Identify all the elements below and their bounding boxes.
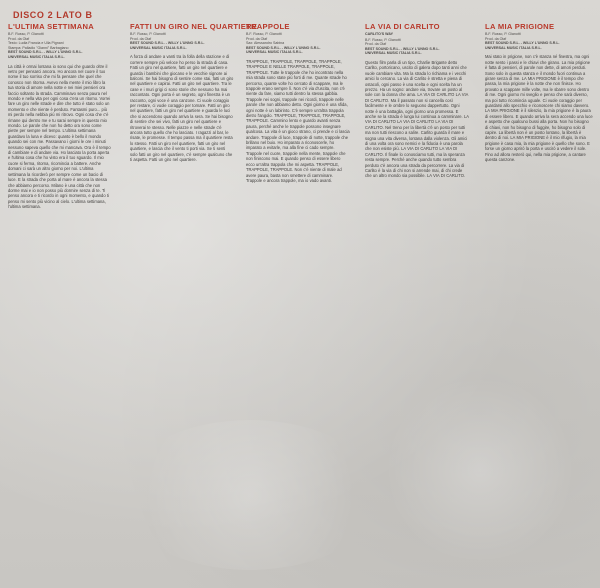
credit-line: BEST SOUND S.R.L. - WILLY L'UNNO S.R.L. xyxy=(130,41,205,46)
song-column xyxy=(8,22,112,382)
credit-line: UNIVERSAL MUSIC ITALIA S.R.L. xyxy=(130,45,187,50)
credit-line: B.F. Russo, P. Gianotti xyxy=(8,32,44,36)
lyrics-text: La città è ormai lontana io sono qui che guardo oltre il vetro per pensarci ancora. Ho ancora nel cuore il tuo nome il tuo sorriso che mi fa pensare che quel che conosco non ritorna. Avevo nella mente il mio libro la tua storia di amore nella notte e nei miei pensieri ora faccio soltanto la strada. Camminavo senza paura nel mondo e nella vita per ogni cosa c'era un ritorno. Vorrei fare un giro nelle strade e dire che tutto è stato solo un momento e che niente è perduto. Fantasmi puro... più mi perdo nella nebbia più mi ritrovo. Ogni cosa che c'è rimane qui dentro me e tu sarai sempre in questo mio mondo. Le parole che non ho detto ora sono come pietre per sempre nel tempo. L'ultima settimana guardavo la luna e dicevo: quanto è bello il mondo quando sei con me. Passavano i giorni le ore i minuti nessuno sapeva quello che mi mancava. Ora è il tempo di cambiare e di andare via. Ho lasciato la porta aperta e l'ultima cosa che ho visto era il tuo sguardo. Il mio cuore si ferma, ritorna, ricomincia a battere. Anche domani ci sarà un altro giorno per noi. L'ultima settimana la ricorderò per sempre come un bacio di luce. E la strada che porta al mare è ancora la stessa che abbiamo percorso. Milano è una città che non dorme mai e io non posso più dormire senza di te. Ti penso ancora e ti ricordo in ogni momento, e quando ti penso mi sento più vicino al cielo. L'ultima settimana, l'ultima settimana. xyxy=(8,63,111,210)
song-lyrics xyxy=(8,64,112,210)
credit-line: BEST SOUND S.R.L. - WILLY L'UNNO S.R.L. xyxy=(365,46,440,51)
song-lyrics xyxy=(365,60,469,179)
credit-line: B.F. Russo, P. Gianotti xyxy=(130,32,166,36)
song-title: L'ULTIMA SETTIMANA xyxy=(8,22,95,31)
song-subtitle: CARLITO'S WAY xyxy=(365,32,394,36)
disc-side-label: DISCO 2 LATO B xyxy=(13,10,93,20)
song-title: FATTI UN GIRO NEL QUARTIERE xyxy=(130,22,258,31)
song-column xyxy=(485,22,593,382)
credit-line: Prod. da Olaf xyxy=(8,36,30,41)
song-title: LA MIA PRIGIONE xyxy=(485,22,555,31)
credit-line: Prod. da Olaf xyxy=(365,42,387,47)
credit-line: Prod. da Olaf xyxy=(130,36,152,41)
credit-line: BEST SOUND S.R.L. - WILLY L'UNNO S.R.L. xyxy=(485,41,560,46)
song-credits xyxy=(8,32,112,60)
credit-line: UNIVERSAL MUSIC ITALIA S.R.L. xyxy=(365,51,422,56)
lyrics-text: A forza di andare a vanti tra la folla della stazione e di correre sempre più veloce ho perso la strada di casa. Fatti un giro nel quartiere, fatti un giro nel quartiere e guarda i bambini che giocano e le vecchie signore ai balconi. Se hai bisogno di sentire come stai, fatti un giro nel quartiere e capirai. Fatti un giro nel quartiere. Tra le case e i muri grigi ci sono storie che nessuno ha mai raccontato. Ogni porta è un segreto, ogni finestra è un racconto, ogni voce è una canzone. Ci vuole coraggio per restare, ci vuole coraggio per tornare. Fatti un giro nel quartiere, fatti un giro nel quartiere e guarda le luci che si accendono quando arriva la sera. Se hai bisogno di sentire che sei vivo, fatti un giro nel quartiere e ritroverai te stesso. Nelle piazze e nelle strade c'è ancora tutto quello che ho lasciato. I ragazzi al bar, le risate, le promesse. Il tempo passa ma il quartiere resta lo stesso. Fatti un giro nel quartiere, fatti un giro nel quartiere, e lascia che il vento ti porti via. Se ti senti solo fatti un giro nel quartiere, c'è sempre qualcuno che ti aspetta. Fatti un giro nel quartiere. xyxy=(130,54,234,163)
song-lyrics xyxy=(246,59,350,183)
song-column xyxy=(365,22,469,382)
credit-line: BEST SOUND S.R.L. - WILLY L'UNNO S.R.L. xyxy=(8,50,83,55)
credit-line: Sax: Alessandro Sabina xyxy=(246,41,285,46)
song-column xyxy=(130,22,258,382)
song-title: LA VIA DI CARLITO xyxy=(365,22,440,31)
song-credits xyxy=(130,32,234,50)
song-column xyxy=(246,22,350,382)
credit-line: B.F. Russo, P. Gianotti xyxy=(485,32,521,36)
song-credits xyxy=(246,32,350,55)
credit-line: BEST SOUND S.R.L. - WILLY L'UNNO S.R.L. xyxy=(246,45,321,50)
lyrics-text: TRAPPOLE, TRAPPOLE, TRAPPOLE, TRAPPOLE, TRAPPOLE E NELLE TRAPPOLE, TRAPPOLE, TRAPPOLE. Tutte le trappole che ho incontrato nella mia strada sono state più forti di me. Quante strade ho percorso, quante volte ho cercato di scappare, ma le trappole erano sempre lì. Non c'è via d'uscita, non c'è niente da fare, siamo tutti dentro la stessa gabbia. Trappole nei sogni, trappole nei ricordi, trappole nelle parole che non abbiamo detto. Ogni giorno è una sfida, ogni notte è un labirinto. C'è sempre un'altra trappola dietro l'angolo. TRAPPOLE, TRAPPOLE, TRAPPOLE, TRAPPOLE. Cammino lento e guardo avanti senza paura, perché anche le trappole possono insegnare qualcosa. La vita è un gioco strano, ci prende e ci lascia andare. Trappole di luce, trappole di notte, trappole che brillano nel buio. Ho imparato a riconoscerle, ho imparato a evitarle, ma alla fine ci cado sempre. Trappole nel cuore, trappole nella mente, trappole che non finiscono mai. E quando penso di essere libero ecco un'altra trappola che mi aspetta. TRAPPOLE, TRAPPOLE, TRAPPOLE. Non c'è niente di male ad avere paura, basta non smettere di camminare. Trappole e ancora trappole, ma io vado avanti. xyxy=(246,58,350,183)
credit-line: UNIVERSAL MUSIC ITALIA S.R.L. xyxy=(8,54,65,59)
credit-line: B.F. Russo, P. Gianotti xyxy=(365,37,401,42)
credit-line: UNIVERSAL MUSIC ITALIA S.R.L. xyxy=(485,45,542,50)
song-lyrics xyxy=(130,54,234,162)
credit-line: Stampa: Palladio "Gianni" Barbagiano xyxy=(8,45,69,50)
song-credits xyxy=(365,38,469,56)
song-title: TRAPPOLE xyxy=(246,22,290,31)
lyrics-text: Mai stato in prigione, non c'è stanza né finestra, ma ogni notte sento i passi e le chiavi che girano. La mia prigione è fatta di pensieri, di parole non dette, di amori perduti. Sono solo in questa stanza e il mondo fuori continua a girare senza di me. LA MIA PRIGIONE è il tempo che passa, la mia prigione è la notte che non finisce. Ho provato a scappare mille volte, ma le sbarre sono dentro di me. Ogni giorno mi sveglio e penso che sarà diverso, ma poi tutto ricomincia uguale. Ci vuole coraggio per guardarsi allo specchio e riconoscere chi siamo davvero. LA MIA PRIGIONE è il silenzio, la mia prigione è la paura di essere libero. E quando arriva la sera accendo una luce e aspetto che qualcuno bussi alla porta. Non ho bisogno di chiavi, non ho bisogno di fuggire, ho bisogno solo di capire. La libertà non è un posto lontano, la libertà è dentro di noi. LA MIA PRIGIONE è il mio rifugio, la mia prigione è casa mia, la mia prigione è quello che sono. E forse un giorno aprirò la porta e uscirò a vedere il sole. Fino ad allora resterò qui, nella mia prigione, a cantare questa canzone. xyxy=(485,54,593,163)
credit-line: B.F. Russo, P. Gianotti xyxy=(246,32,282,36)
credit-line: Testo: Ludia Francia e Ulla Pignani xyxy=(8,41,64,46)
song-lyrics xyxy=(485,54,593,162)
credit-line: UNIVERSAL MUSIC ITALIA S.R.L. xyxy=(246,50,303,55)
lyrics-text: Questo film parla di un tipo, Charlie Brigante detto Carlito, portoricano, uscito di galera dopo tanti anni che vuole cambiare vita. Ma la strada lo richiama e i vecchi amici lo cercano. La via di Carlito è stretta e piena di ostacoli, ogni passo è una scelta e ogni scelta ha un prezzo. Ha un sogno: andare via, trovare un posto al sole con la donna che ama. LA VIA DI CARLITO LA VIA DI CARLITO. Ma il passato non si cancella così facilmente e le ombre lo seguono dappertutto. Ogni notte è una battaglia, ogni giorno una promessa. E anche se la strada è lunga lui continua a camminare. LA VIA DI CARLITO LA VIA DI CARLITO LA VIA DI CARLITO. Nel treno per la libertà c'è un posto per tutti ma non tutti riescono a salire. Carlito guarda il mare e sogna una vita diversa, lontana dalla violenza. Gli amici di una volta ora sono nemici e la fiducia è una parola che non esiste più. LA VIA DI CARLITO LA VIA DI CARLITO. Il finale lo conosciamo tutti, ma la speranza resta sempre. Perché anche quando tutto sembra perduto c'è ancora una strada da percorrere. La via di Carlito è la via di chi non si arrende mai, di chi crede che un altro mondo sia possibile. LA VIA DI CARLITO. xyxy=(365,59,469,179)
credit-line: Prod. da Olaf xyxy=(485,36,507,41)
credit-line: Prod. da Olaf xyxy=(246,36,268,41)
song-credits xyxy=(485,32,593,50)
